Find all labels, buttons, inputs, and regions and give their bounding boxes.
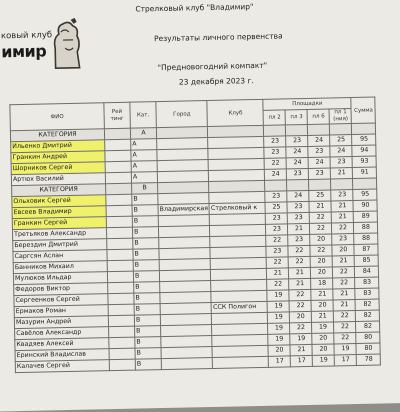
area1-score: 22 [332,223,354,234]
area6-score: 24 [308,135,330,146]
area3-score: 22 [289,289,311,300]
area3-score: 22 [289,300,311,311]
area6-score: 25 [309,190,331,201]
area2-score: 22 [267,279,289,290]
rating-cell [108,293,134,305]
area6-score: 22 [310,223,332,234]
area6-score: 20 [310,234,332,245]
area1-score: 21 [332,212,354,223]
area2-score: 23 [266,246,288,257]
area3-score: 22 [290,322,312,333]
area1-score: 22 [334,321,356,332]
category-cell: А [131,150,157,162]
total-score: 89 [354,211,378,223]
col-name: ФИО [10,103,105,131]
area2-score: 23 [264,136,286,147]
empty-cell [104,128,130,140]
col-p2: пл 2 [263,110,285,125]
col-p1: пл 1 (ния) [329,109,351,124]
rating-cell [108,282,134,294]
area6-score: 20 [311,300,333,311]
total-score: 88 [354,233,378,245]
rating-cell [107,249,133,261]
rating-cell [109,337,135,349]
logo-line1: ковый клуб [0,30,53,42]
rating-cell [105,139,131,151]
area3-score: 21 [289,278,311,289]
table-body [10,123,380,373]
category-code: А [130,128,156,140]
shooter-name: Еринский Владислав [15,349,109,362]
area3-score: 21 [288,223,310,234]
total-score: 95 [352,134,376,146]
area6-score: 20 [311,267,333,278]
total-score: 82 [355,299,379,311]
area2-score: 19 [268,334,290,345]
total-score: 84 [355,266,379,278]
area2-score: 23 [264,147,286,158]
area3-score: 22 [289,256,311,267]
category-cell: В [133,271,159,283]
area3-score: 17 [291,355,313,366]
city-cell: Владимирская [158,204,210,216]
area2-score: 23 [266,224,288,235]
area3-score: 19 [290,333,312,344]
col-city: Город [156,101,208,128]
club-title: Стрелковый клуб "Владимир" [135,2,254,14]
col-p6: пл 6 [307,109,329,124]
area1-score: 25 [330,135,352,146]
total-score: 82 [356,321,380,333]
area2-score: 19 [268,312,290,323]
area6-score: 19 [312,322,334,333]
area1-score: 23 [332,234,354,245]
results-table [9,97,381,374]
category-cell: А [131,139,157,151]
shooter-name: Мулюков Ильдар [13,272,107,285]
rating-cell [109,326,135,338]
area2-score: 24 [265,169,287,180]
category-cell: В [133,238,159,250]
area6-score: 20 [312,344,334,355]
category-code: В [132,183,158,195]
club-cell: ССК Полигон [211,301,267,313]
empty-cell [287,179,309,190]
col-rating: Рей тинг [104,102,131,129]
category-cell: В [134,304,160,316]
rating-cell [105,172,131,184]
empty-cell [308,124,330,135]
category-cell: В [132,227,158,239]
report-subtitle: Результаты личного первенства [153,31,283,44]
rating-cell [107,238,133,250]
area3-score: 24 [287,190,309,201]
category-cell: А [131,161,157,173]
category-cell: В [134,282,160,294]
shooter-name: Квадяев Алексей [15,338,109,351]
col-p3: пл 3 [285,109,307,124]
col-club: Клуб [207,99,264,126]
col-areas: Площадки [263,98,351,111]
area1-score: 22 [333,267,355,278]
area3-score: 24 [286,146,308,157]
shooter-name: Гранкин Сергей [12,217,106,230]
rating-cell [106,216,132,228]
shooter-name: Калачев Сергей [15,360,109,373]
area3-score: 21 [289,267,311,278]
city-cell [161,357,213,369]
area1-score: 17 [335,354,357,365]
rating-cell [108,315,134,327]
area6-score: 23 [309,168,331,179]
area6-score: 20 [311,256,333,267]
area2-score: 22 [264,158,286,169]
area2-score: 25 [265,202,287,213]
area2-score: 23 [265,191,287,202]
rating-cell [109,359,135,371]
area3-score: 23 [288,212,310,223]
category-cell: В [133,249,159,261]
area2-score: 23 [266,213,288,224]
shooter-name: Гранкин Андрей [11,151,105,164]
club-logo [1,30,70,71]
area3-score: 23 [286,135,308,146]
area1-score: 19 [334,343,356,354]
shooter-name: Ермаков Роман [14,305,108,318]
total-score: 85 [355,255,379,267]
area6-score: 19 [313,355,335,366]
total-score: 82 [356,310,380,322]
category-cell: В [135,326,161,338]
area3-score: 23 [287,168,309,179]
category-cell: В [135,359,161,371]
area1-score: 22 [334,332,356,343]
shooter-name: Ольховик Сергей [12,195,106,208]
total-score: 95 [353,189,377,201]
total-score: 88 [354,222,378,234]
shooter-name: Савёлов Александр [15,327,109,340]
area6-score: 21 [312,311,334,322]
empty-cell [309,179,331,190]
total-score: 80 [356,343,380,355]
rating-cell [106,194,132,206]
category-cell: В [132,205,158,217]
area1-score: 24 [330,146,352,157]
rating-cell [107,271,133,283]
area3-score: 20 [290,311,312,322]
area1-score: 21 [333,288,355,299]
empty-cell [352,123,376,135]
area1-score: 21 [333,256,355,267]
total-score: 83 [355,288,379,300]
area1-score: 21 [331,201,353,212]
area6-score: 20 [312,333,334,344]
shooter-name: Саргсян Аслан [13,250,107,263]
rating-cell [108,304,134,316]
col-sum: Сумма [351,97,376,123]
empty-cell [265,180,287,191]
empty-cell [286,124,308,135]
area1-score: 22 [333,278,355,289]
total-score: 78 [357,354,381,366]
area1-score: 21 [331,168,353,179]
total-score: 94 [352,145,376,157]
area6-score: 21 [311,289,333,300]
area6-score: 23 [308,146,330,157]
total-score: 90 [353,200,377,212]
area2-score: 19 [267,290,289,301]
empty-cell [331,179,353,190]
area1-score: 22 [334,310,356,321]
shooter-name: Мазурин Андрей [14,316,108,329]
area2-score: 22 [266,235,288,246]
area3-score: 23 [287,201,309,212]
category-cell: В [134,315,160,327]
shooter-name: Ильенко Дмитрий [11,140,105,153]
empty-cell [330,124,352,135]
area3-score: 22 [288,245,310,256]
event-date: 23 декабря 2023 г. [178,76,254,87]
area6-score: 21 [309,201,331,212]
area3-score: 24 [286,157,308,168]
empty-cell [264,125,286,136]
area2-score: 20 [268,345,290,356]
area6-score: 18 [311,278,333,289]
rating-cell [109,348,135,360]
category-label: КАТЕГОРИЯ [10,129,104,142]
logo-line2: имир [1,41,47,62]
shooter-name: Сергеенков Сергей [14,294,108,307]
category-cell: В [133,260,159,272]
area1-score: 21 [333,299,355,310]
area3-score: 21 [290,344,312,355]
shooter-name: Евсеев Владимир [12,206,106,219]
area6-score: 24 [308,157,330,168]
club-cell [213,356,269,368]
area6-score: 22 [310,245,332,256]
area2-score: 21 [267,268,289,279]
rating-cell [106,205,132,217]
shooter-name: Третьяков Александр [12,228,106,241]
area2-score: 22 [267,257,289,268]
shooter-name: Берездин Дмитрий [13,239,107,252]
total-score: 80 [356,332,380,344]
empty-cell [353,178,377,190]
area2-score: 19 [268,323,290,334]
shooter-name: Шорников Сергей [11,162,105,175]
shooter-name: Банников Михаил [13,261,107,274]
category-cell: В [132,194,158,206]
event-name: "Предновогодний компакт" [157,60,268,73]
category-cell: В [135,348,161,360]
empty-cell [106,183,132,195]
rating-cell [107,260,133,272]
category-label: КАТЕГОРИЯ [12,184,106,197]
total-score: 93 [352,156,376,168]
rating-cell [106,227,132,239]
rating-cell [105,161,131,173]
shooter-name: Федоров Виктор [14,283,108,296]
area1-score: 20 [332,245,354,256]
area3-score: 23 [288,234,310,245]
area6-score: 22 [310,212,332,223]
category-cell: В [135,337,161,349]
club-cell: Стрелковый к [209,202,265,214]
area1-score: 23 [331,190,353,201]
total-score: 91 [353,167,377,179]
area2-score: 19 [267,301,289,312]
shooter-name: Артюх Василий [11,173,105,186]
category-cell: В [132,216,158,228]
category-cell: В [134,293,160,305]
category-cell: А [131,172,157,184]
total-score: 83 [355,277,379,289]
rating-cell [105,150,131,162]
area1-score: 23 [330,157,352,168]
lion-emblem-icon [47,18,88,71]
col-cat: Кат. [130,102,157,129]
total-score: 87 [354,244,378,256]
area2-score: 17 [269,356,291,367]
